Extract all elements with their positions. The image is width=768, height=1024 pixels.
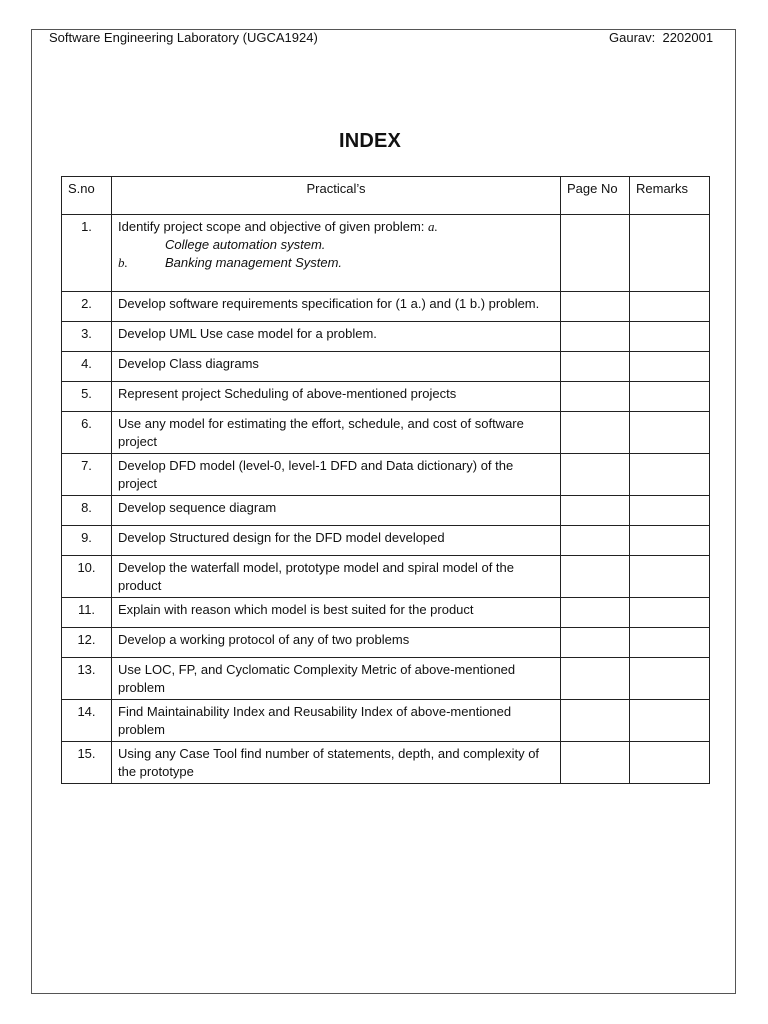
column-header-practicals: Practical’s	[112, 177, 561, 215]
row-remarks	[630, 292, 710, 322]
table-row	[62, 598, 710, 628]
row-sno: 9.	[62, 526, 112, 556]
row-page-no	[561, 526, 630, 556]
row-remarks	[630, 496, 710, 526]
row-practical: Develop DFD model (level-0, level-1 DFD and Data dictionary) of the project	[112, 454, 561, 496]
row-practical: Using any Case Tool find number of statements, depth, and complexity of the prototype	[112, 742, 561, 784]
row-sno: 7.	[62, 454, 112, 496]
row-practical: Use any model for estimating the effort, schedule, and cost of software project	[112, 412, 561, 454]
row-page-no	[561, 496, 630, 526]
sub-item-b-text: Banking management System.	[165, 255, 343, 270]
row-page-no	[561, 454, 630, 496]
table-row	[62, 742, 710, 784]
row-remarks	[630, 454, 710, 496]
column-header-remarks: Remarks	[630, 177, 710, 215]
row-remarks	[630, 598, 710, 628]
row-remarks	[630, 352, 710, 382]
row-practical: Represent project Scheduling of above-mentioned projects	[112, 382, 561, 412]
row-page-no	[561, 215, 630, 292]
row-remarks	[630, 215, 710, 292]
row-remarks	[630, 628, 710, 658]
table-row	[62, 556, 710, 598]
sub-item-a-text: College automation system.	[165, 237, 326, 252]
row-page-no	[561, 322, 630, 352]
table-row	[62, 215, 710, 292]
row-sno: 3.	[62, 322, 112, 352]
row-page-no	[561, 598, 630, 628]
table-row	[62, 412, 710, 454]
sub-item-a-marker: a.	[428, 219, 438, 234]
course-header: Software Engineering Laboratory (UGCA1924)	[49, 30, 318, 45]
row-sno: 2.	[62, 292, 112, 322]
table-row	[62, 292, 710, 322]
table-row	[62, 526, 710, 556]
row-practical: Find Maintainability Index and Reusability Index of above-mentioned problem	[112, 700, 561, 742]
sub-item-b-marker: b.	[118, 255, 128, 270]
row-page-no	[561, 382, 630, 412]
row-practical	[112, 215, 561, 292]
row-page-no	[561, 292, 630, 322]
row-sno: 8.	[62, 496, 112, 526]
row-sno: 6.	[62, 412, 112, 454]
practical-main-text: Identify project scope and objective of given problem:	[118, 219, 425, 234]
row-page-no	[561, 742, 630, 784]
student-header: Gaurav: 2202001	[609, 30, 714, 45]
table-row	[62, 658, 710, 700]
row-sno: 14.	[62, 700, 112, 742]
table-row	[62, 382, 710, 412]
row-practical: Develop Class diagrams	[112, 352, 561, 382]
row-remarks	[630, 700, 710, 742]
table-row	[62, 352, 710, 382]
row-sno: 10.	[62, 556, 112, 598]
table-row	[62, 628, 710, 658]
row-sno: 15.	[62, 742, 112, 784]
row-sno: 11.	[62, 598, 112, 628]
table-header-row	[62, 177, 710, 215]
index-table	[61, 176, 710, 784]
row-practical: Develop the waterfall model, prototype model and spiral model of the product	[112, 556, 561, 598]
row-sno: 1.	[62, 215, 112, 292]
row-practical: Develop sequence diagram	[112, 496, 561, 526]
row-sno: 12.	[62, 628, 112, 658]
page-title: INDEX	[338, 130, 402, 152]
sub-item-b	[118, 254, 554, 272]
row-remarks	[630, 322, 710, 352]
row-page-no	[561, 628, 630, 658]
row-practical: Develop UML Use case model for a problem.	[112, 322, 561, 352]
row-remarks	[630, 556, 710, 598]
row-remarks	[630, 658, 710, 700]
row-page-no	[561, 556, 630, 598]
row-sno: 13.	[62, 658, 112, 700]
row-sno: 4.	[62, 352, 112, 382]
table-row	[62, 322, 710, 352]
table-row	[62, 496, 710, 526]
row-practical: Develop software requirements specification for (1 a.) and (1 b.) problem.	[112, 292, 561, 322]
row-remarks	[630, 526, 710, 556]
row-practical: Develop a working protocol of any of two problems	[112, 628, 561, 658]
row-practical: Explain with reason which model is best suited for the product	[112, 598, 561, 628]
row-remarks	[630, 382, 710, 412]
row-page-no	[561, 700, 630, 742]
row-remarks	[630, 742, 710, 784]
table-row	[62, 700, 710, 742]
table-row	[62, 454, 710, 496]
column-header-sno: S.no	[62, 177, 112, 215]
row-sno: 5.	[62, 382, 112, 412]
row-page-no	[561, 352, 630, 382]
row-practical: Use LOC, FP, and Cyclomatic Complexity Metric of above-mentioned problem	[112, 658, 561, 700]
row-remarks	[630, 412, 710, 454]
row-practical: Develop Structured design for the DFD model developed	[112, 526, 561, 556]
row-page-no	[561, 658, 630, 700]
column-header-page-no: Page No	[561, 177, 630, 215]
row-page-no	[561, 412, 630, 454]
